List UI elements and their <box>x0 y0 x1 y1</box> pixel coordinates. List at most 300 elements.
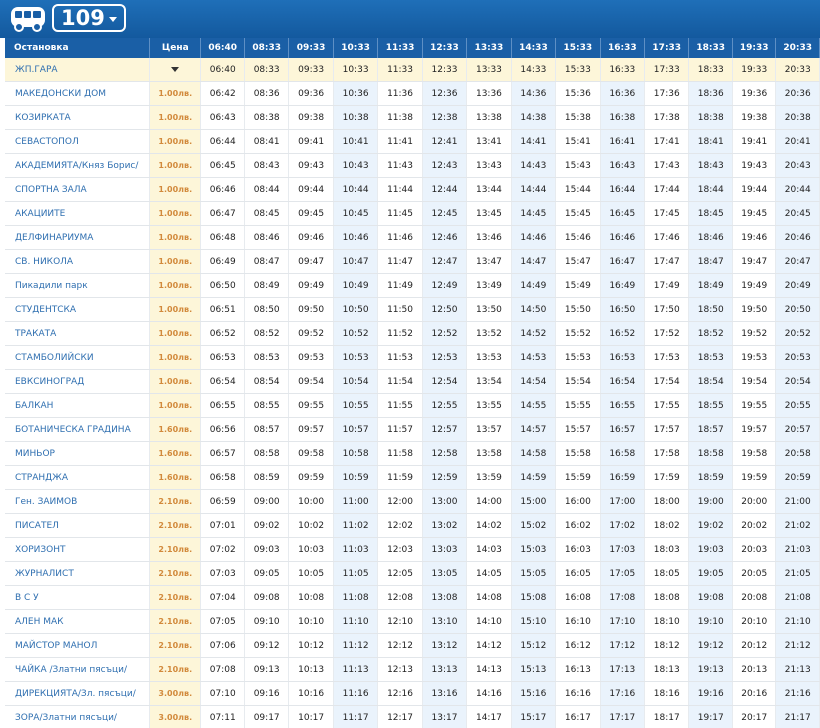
timetable-row <box>5 82 820 106</box>
column-header-departure: 08:33 <box>244 38 288 58</box>
departure-time: 19:10 <box>689 610 732 634</box>
departure-time: 07:11 <box>201 706 244 728</box>
departure-time: 06:44 <box>201 130 244 154</box>
timetable-row <box>5 658 820 682</box>
stop-name[interactable]: Ген. ЗАИМОВ <box>5 490 150 514</box>
departure-time: 20:50 <box>776 298 820 322</box>
departure-time: 18:02 <box>645 514 689 538</box>
ticket-price: 1.00лв. <box>150 82 201 106</box>
departure-time: 08:57 <box>244 418 288 442</box>
stop-name[interactable]: МАЙСТОР МАНОЛ <box>5 634 150 658</box>
departure-time: 15:43 <box>556 154 600 178</box>
departure-time: 09:47 <box>289 250 333 274</box>
stop-name[interactable]: АКАЦИИТЕ <box>5 202 150 226</box>
departure-time: 13:33 <box>467 58 511 82</box>
departure-time: 12:33 <box>422 58 466 82</box>
stop-name[interactable]: АЛЕН МАК <box>5 610 150 634</box>
departure-time: 11:33 <box>378 58 422 82</box>
stop-name[interactable]: ДИРЕКЦИЯТА/Зл. пясъци/ <box>5 682 150 706</box>
stop-name[interactable]: МИНЬОР <box>5 442 150 466</box>
stop-name[interactable]: ЗОРА/Златни пясъци/ <box>5 706 150 728</box>
stop-name[interactable]: БОТАНИЧЕСКА ГРАДИНА <box>5 418 150 442</box>
departure-time: 19:13 <box>689 658 732 682</box>
stop-name[interactable]: МАКЕДОНСКИ ДОМ <box>5 82 150 106</box>
ticket-price: 1.60лв. <box>150 466 201 490</box>
departure-time: 13:17 <box>422 706 466 728</box>
departure-time: 17:59 <box>645 466 689 490</box>
departure-time: 14:53 <box>511 346 555 370</box>
departure-time: 12:54 <box>422 370 466 394</box>
departure-time: 21:03 <box>776 538 820 562</box>
stop-name[interactable]: ЖУРНАЛИСТ <box>5 562 150 586</box>
departure-time: 10:47 <box>333 250 377 274</box>
departure-time: 15:54 <box>556 370 600 394</box>
departure-time: 12:59 <box>422 466 466 490</box>
departure-time: 14:05 <box>467 562 511 586</box>
departure-time: 06:58 <box>201 466 244 490</box>
departure-time: 18:54 <box>689 370 732 394</box>
departure-time: 17:16 <box>600 682 644 706</box>
departure-time: 16:03 <box>556 538 600 562</box>
departure-time: 08:47 <box>244 250 288 274</box>
departure-time: 18:59 <box>689 466 732 490</box>
departure-time: 12:55 <box>422 394 466 418</box>
stop-name[interactable]: ПИСАТЕЛ <box>5 514 150 538</box>
stop-name[interactable]: ЕВКСИНОГРАД <box>5 370 150 394</box>
departure-time: 17:08 <box>600 586 644 610</box>
departure-time: 08:33 <box>244 58 288 82</box>
departure-time: 11:50 <box>378 298 422 322</box>
departure-time: 10:50 <box>333 298 377 322</box>
departure-time: 09:58 <box>289 442 333 466</box>
departure-time: 17:17 <box>600 706 644 728</box>
departure-time: 09:36 <box>289 82 333 106</box>
departure-time: 16:33 <box>600 58 644 82</box>
departure-time: 09:12 <box>244 634 288 658</box>
timetable-row <box>5 682 820 706</box>
departure-time: 12:10 <box>378 610 422 634</box>
departure-time: 13:00 <box>422 490 466 514</box>
stop-name[interactable]: СТРАНДЖА <box>5 466 150 490</box>
departure-time: 08:44 <box>244 178 288 202</box>
departure-time: 10:38 <box>333 106 377 130</box>
departure-time: 13:50 <box>467 298 511 322</box>
departure-time: 10:02 <box>289 514 333 538</box>
departure-time: 15:17 <box>511 706 555 728</box>
departure-time: 10:36 <box>333 82 377 106</box>
departure-time: 10:55 <box>333 394 377 418</box>
departure-time: 21:00 <box>776 490 820 514</box>
departure-time: 16:59 <box>600 466 644 490</box>
departure-time: 12:49 <box>422 274 466 298</box>
departure-time: 15:36 <box>556 82 600 106</box>
departure-time: 14:03 <box>467 538 511 562</box>
departure-time: 15:08 <box>511 586 555 610</box>
timetable-row <box>5 322 820 346</box>
timetable-row <box>5 394 820 418</box>
timetable-row <box>5 202 820 226</box>
departure-time: 14:57 <box>511 418 555 442</box>
departure-time: 16:50 <box>600 298 644 322</box>
ticket-price: 1.60лв. <box>150 442 201 466</box>
departure-time: 12:41 <box>422 130 466 154</box>
departure-time: 16:49 <box>600 274 644 298</box>
departure-time: 08:58 <box>244 442 288 466</box>
stop-name[interactable]: В С У <box>5 586 150 610</box>
ticket-price: 1.00лв. <box>150 250 201 274</box>
departure-time: 18:41 <box>689 130 732 154</box>
stop-name[interactable]: СВ. НИКОЛА <box>5 250 150 274</box>
timetable-row <box>5 418 820 442</box>
timetable-row <box>5 562 820 586</box>
timetable-row <box>5 274 820 298</box>
departure-time: 20:16 <box>732 682 775 706</box>
departure-time: 10:58 <box>333 442 377 466</box>
departure-time: 19:02 <box>689 514 732 538</box>
stop-name[interactable]: ЧАЙКА /Златни пясъци/ <box>5 658 150 682</box>
departure-time: 06:49 <box>201 250 244 274</box>
departure-time: 12:00 <box>378 490 422 514</box>
column-header-departure: 18:33 <box>689 38 732 58</box>
departure-time: 18:55 <box>689 394 732 418</box>
price-select[interactable] <box>150 58 201 82</box>
departure-time: 16:47 <box>600 250 644 274</box>
departure-time: 08:53 <box>244 346 288 370</box>
departure-time: 11:54 <box>378 370 422 394</box>
stop-name[interactable]: ДЕЛФИНАРИУМА <box>5 226 150 250</box>
column-header-departure: 15:33 <box>556 38 600 58</box>
departure-time: 21:08 <box>776 586 820 610</box>
departure-time: 20:17 <box>732 706 775 728</box>
departure-time: 17:54 <box>645 370 689 394</box>
departure-time: 14:52 <box>511 322 555 346</box>
departure-time: 14:02 <box>467 514 511 538</box>
departure-time: 21:12 <box>776 634 820 658</box>
departure-time: 12:43 <box>422 154 466 178</box>
departure-time: 16:13 <box>556 658 600 682</box>
departure-time: 19:47 <box>732 250 775 274</box>
departure-time: 06:51 <box>201 298 244 322</box>
departure-time: 12:47 <box>422 250 466 274</box>
departure-time: 20:53 <box>776 346 820 370</box>
departure-time: 19:43 <box>732 154 775 178</box>
departure-time: 11:36 <box>378 82 422 106</box>
departure-time: 11:00 <box>333 490 377 514</box>
timetable-row <box>5 178 820 202</box>
departure-time: 14:44 <box>511 178 555 202</box>
departure-time: 18:36 <box>689 82 732 106</box>
departure-time: 07:10 <box>201 682 244 706</box>
departure-time: 19:08 <box>689 586 732 610</box>
departure-time: 11:57 <box>378 418 422 442</box>
departure-time: 10:05 <box>289 562 333 586</box>
departure-time: 20:46 <box>776 226 820 250</box>
departure-time: 09:49 <box>289 274 333 298</box>
timetable-body <box>5 58 820 728</box>
timetable-row <box>5 442 820 466</box>
departure-time: 15:16 <box>511 682 555 706</box>
departure-time: 20:08 <box>732 586 775 610</box>
departure-time: 18:49 <box>689 274 732 298</box>
ticket-price: 1.00лв. <box>150 226 201 250</box>
timetable-row <box>5 58 820 82</box>
departure-time: 17:46 <box>645 226 689 250</box>
departure-time: 16:10 <box>556 610 600 634</box>
departure-time: 08:41 <box>244 130 288 154</box>
departure-time: 11:47 <box>378 250 422 274</box>
departure-time: 19:46 <box>732 226 775 250</box>
departure-time: 19:59 <box>732 466 775 490</box>
timetable-row <box>5 106 820 130</box>
departure-time: 18:33 <box>689 58 732 82</box>
departure-time: 12:36 <box>422 82 466 106</box>
departure-time: 14:36 <box>511 82 555 106</box>
departure-time: 13:46 <box>467 226 511 250</box>
departure-time: 19:03 <box>689 538 732 562</box>
departure-time: 17:05 <box>600 562 644 586</box>
ticket-price: 1.00лв. <box>150 106 201 130</box>
departure-time: 11:41 <box>378 130 422 154</box>
departure-time: 06:42 <box>201 82 244 106</box>
departure-time: 20:36 <box>776 82 820 106</box>
ticket-price: 2.10лв. <box>150 658 201 682</box>
departure-time: 19:36 <box>732 82 775 106</box>
departure-time: 07:04 <box>201 586 244 610</box>
departure-time: 15:38 <box>556 106 600 130</box>
departure-time: 16:17 <box>556 706 600 728</box>
departure-time: 09:17 <box>244 706 288 728</box>
departure-time: 08:45 <box>244 202 288 226</box>
departure-time: 09:44 <box>289 178 333 202</box>
departure-time: 21:05 <box>776 562 820 586</box>
departure-time: 09:13 <box>244 658 288 682</box>
departure-time: 09:02 <box>244 514 288 538</box>
departure-time: 18:50 <box>689 298 732 322</box>
departure-time: 09:46 <box>289 226 333 250</box>
departure-time: 19:45 <box>732 202 775 226</box>
departure-time: 07:06 <box>201 634 244 658</box>
departure-time: 13:41 <box>467 130 511 154</box>
departure-time: 06:56 <box>201 418 244 442</box>
departure-time: 14:46 <box>511 226 555 250</box>
departure-time: 17:53 <box>645 346 689 370</box>
column-header-departure: 13:33 <box>467 38 511 58</box>
departure-time: 12:38 <box>422 106 466 130</box>
stop-name[interactable]: Пикадили парк <box>5 274 150 298</box>
departure-time: 10:12 <box>289 634 333 658</box>
departure-time: 14:41 <box>511 130 555 154</box>
departure-time: 14:33 <box>511 58 555 82</box>
departure-time: 20:55 <box>776 394 820 418</box>
departure-time: 15:10 <box>511 610 555 634</box>
ticket-price: 1.00лв. <box>150 322 201 346</box>
departure-time: 18:38 <box>689 106 732 130</box>
ticket-price: 1.00лв. <box>150 130 201 154</box>
departure-time: 10:13 <box>289 658 333 682</box>
departure-time: 13:13 <box>422 658 466 682</box>
departure-time: 11:52 <box>378 322 422 346</box>
departure-time: 19:53 <box>732 346 775 370</box>
departure-time: 09:38 <box>289 106 333 130</box>
departure-time: 17:47 <box>645 250 689 274</box>
departure-time: 09:03 <box>244 538 288 562</box>
departure-time: 15:58 <box>556 442 600 466</box>
departure-time: 13:08 <box>422 586 466 610</box>
departure-time: 19:55 <box>732 394 775 418</box>
departure-time: 13:36 <box>467 82 511 106</box>
departure-time: 18:10 <box>645 610 689 634</box>
departure-time: 10:46 <box>333 226 377 250</box>
departure-time: 11:38 <box>378 106 422 130</box>
departure-time: 08:46 <box>244 226 288 250</box>
departure-time: 13:44 <box>467 178 511 202</box>
departure-time: 11:13 <box>333 658 377 682</box>
stop-name[interactable]: СТУДЕНТСКА <box>5 298 150 322</box>
departure-time: 10:59 <box>333 466 377 490</box>
departure-time: 15:02 <box>511 514 555 538</box>
departure-time: 09:33 <box>289 58 333 82</box>
stop-name[interactable]: БАЛКАН <box>5 394 150 418</box>
departure-time: 15:57 <box>556 418 600 442</box>
departure-time: 11:10 <box>333 610 377 634</box>
departure-time: 10:54 <box>333 370 377 394</box>
departure-time: 15:05 <box>511 562 555 586</box>
departure-time: 18:44 <box>689 178 732 202</box>
ticket-price: 1.00лв. <box>150 202 201 226</box>
ticket-price: 1.00лв. <box>150 178 201 202</box>
departure-time: 18:52 <box>689 322 732 346</box>
departure-time: 15:52 <box>556 322 600 346</box>
departure-time: 17:52 <box>645 322 689 346</box>
departure-time: 10:53 <box>333 346 377 370</box>
departure-time: 15:47 <box>556 250 600 274</box>
departure-time: 10:57 <box>333 418 377 442</box>
chevron-down-icon <box>109 17 117 22</box>
route-number: 109 <box>61 6 105 30</box>
departure-time: 20:12 <box>732 634 775 658</box>
departure-time: 16:41 <box>600 130 644 154</box>
stop-name[interactable]: СПОРТНА ЗАЛА <box>5 178 150 202</box>
departure-time: 14:43 <box>511 154 555 178</box>
departure-time: 15:00 <box>511 490 555 514</box>
departure-time: 14:13 <box>467 658 511 682</box>
departure-time: 12:17 <box>378 706 422 728</box>
top-bar <box>0 0 820 38</box>
departure-time: 15:33 <box>556 58 600 82</box>
stop-name[interactable]: ХОРИЗОНТ <box>5 538 150 562</box>
departure-time: 14:17 <box>467 706 511 728</box>
column-header-departure: 11:33 <box>378 38 422 58</box>
departure-time: 16:44 <box>600 178 644 202</box>
ticket-price: 1.00лв. <box>150 274 201 298</box>
departure-time: 08:36 <box>244 82 288 106</box>
timetable-row <box>5 706 820 728</box>
route-selector-button[interactable] <box>52 4 126 32</box>
departure-time: 11:46 <box>378 226 422 250</box>
departure-time: 06:53 <box>201 346 244 370</box>
departure-time: 09:59 <box>289 466 333 490</box>
departure-time: 13:52 <box>467 322 511 346</box>
departure-time: 17:33 <box>645 58 689 82</box>
departure-time: 15:55 <box>556 394 600 418</box>
departure-time: 10:08 <box>289 586 333 610</box>
departure-time: 13:05 <box>422 562 466 586</box>
departure-time: 16:16 <box>556 682 600 706</box>
stop-name[interactable]: СТАМБОЛИЙСКИ <box>5 346 150 370</box>
departure-time: 13:16 <box>422 682 466 706</box>
departure-time: 16:55 <box>600 394 644 418</box>
column-header-price: Цена <box>150 38 201 58</box>
departure-time: 17:02 <box>600 514 644 538</box>
departure-time: 10:17 <box>289 706 333 728</box>
departure-time: 18:12 <box>645 634 689 658</box>
departure-time: 20:41 <box>776 130 820 154</box>
departure-time: 16:36 <box>600 82 644 106</box>
departure-time: 11:17 <box>333 706 377 728</box>
departure-time: 09:10 <box>244 610 288 634</box>
departure-time: 15:41 <box>556 130 600 154</box>
ticket-price: 2.10лв. <box>150 538 201 562</box>
departure-time: 12:12 <box>378 634 422 658</box>
departure-time: 20:10 <box>732 610 775 634</box>
departure-time: 14:54 <box>511 370 555 394</box>
departure-time: 19:00 <box>689 490 732 514</box>
departure-time: 17:45 <box>645 202 689 226</box>
stop-name[interactable]: ТРАКАТА <box>5 322 150 346</box>
bus-icon <box>10 6 46 32</box>
stop-name[interactable]: ЖП.ГАРА <box>5 58 150 82</box>
departure-time: 18:16 <box>645 682 689 706</box>
departure-time: 11:59 <box>378 466 422 490</box>
departure-time: 16:38 <box>600 106 644 130</box>
departure-time: 10:00 <box>289 490 333 514</box>
departure-time: 07:03 <box>201 562 244 586</box>
timetable-row <box>5 514 820 538</box>
departure-time: 10:44 <box>333 178 377 202</box>
stop-name[interactable]: АКАДЕМИЯТА/Княз Борис/ <box>5 154 150 178</box>
departure-time: 08:50 <box>244 298 288 322</box>
departure-time: 10:49 <box>333 274 377 298</box>
departure-time: 17:13 <box>600 658 644 682</box>
stop-name[interactable]: КОЗИРКАТА <box>5 106 150 130</box>
departure-time: 19:44 <box>732 178 775 202</box>
ticket-price: 3.00лв. <box>150 682 201 706</box>
stop-name[interactable]: СЕВАСТОПОЛ <box>5 130 150 154</box>
departure-time: 17:38 <box>645 106 689 130</box>
departure-time: 19:58 <box>732 442 775 466</box>
departure-time: 12:58 <box>422 442 466 466</box>
departure-time: 14:59 <box>511 466 555 490</box>
departure-time: 16:58 <box>600 442 644 466</box>
column-header-departure: 09:33 <box>289 38 333 58</box>
departure-time: 13:45 <box>467 202 511 226</box>
departure-time: 19:50 <box>732 298 775 322</box>
departure-time: 15:45 <box>556 202 600 226</box>
departure-time: 19:49 <box>732 274 775 298</box>
departure-time: 14:12 <box>467 634 511 658</box>
departure-time: 09:45 <box>289 202 333 226</box>
departure-time: 20:52 <box>776 322 820 346</box>
departure-time: 16:45 <box>600 202 644 226</box>
departure-time: 13:54 <box>467 370 511 394</box>
departure-time: 06:54 <box>201 370 244 394</box>
departure-time: 17:12 <box>600 634 644 658</box>
departure-time: 16:12 <box>556 634 600 658</box>
departure-time: 16:52 <box>600 322 644 346</box>
departure-time: 08:49 <box>244 274 288 298</box>
departure-time: 18:13 <box>645 658 689 682</box>
departure-time: 09:54 <box>289 370 333 394</box>
